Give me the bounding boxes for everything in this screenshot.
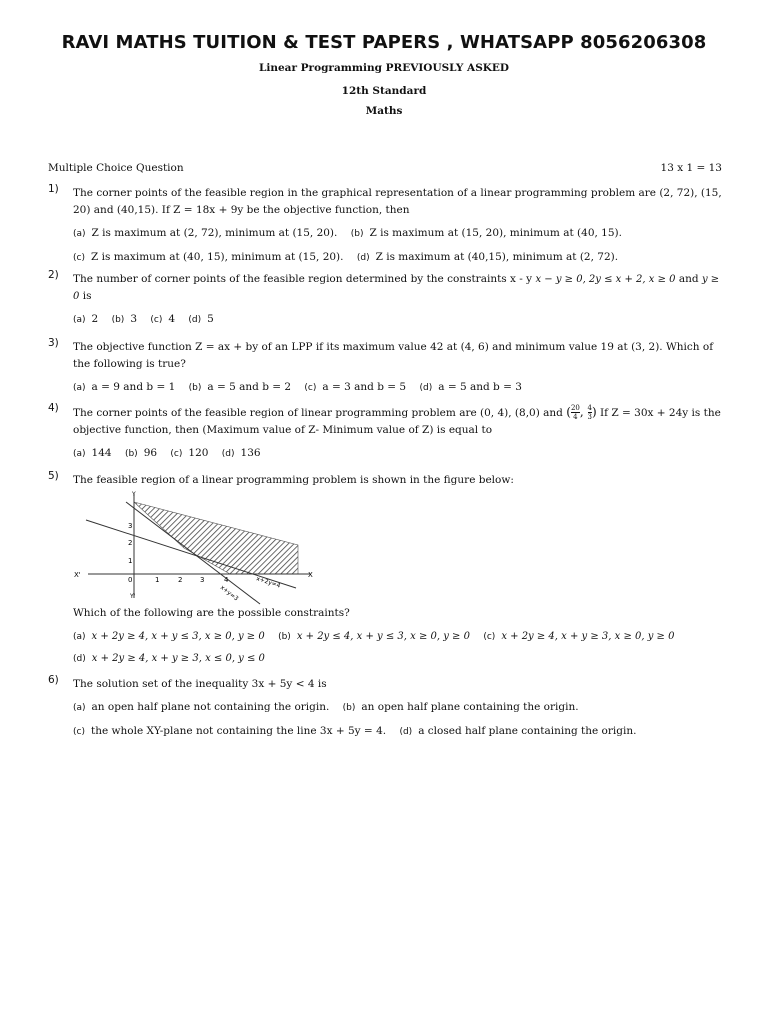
question-text: The feasible region of a linear programming problem is shown in the figure below: xyxy=(73,474,514,486)
option-d[interactable]: (d) 5 xyxy=(188,313,214,325)
option-a[interactable]: (a) 2 xyxy=(73,313,99,325)
option-b[interactable]: (b) an open half plane containing the origin. xyxy=(342,701,579,713)
subject-label: Maths xyxy=(365,105,403,117)
option-c[interactable]: (c) a = 3 and b = 5 xyxy=(304,381,407,393)
option-c[interactable]: (c) 4 xyxy=(150,313,176,325)
tick-x-3: 3 xyxy=(200,576,205,584)
option-d[interactable]: (d) a = 5 and b = 3 xyxy=(419,381,522,393)
option-a[interactable]: (a) x + 2y ≥ 4, x + y ≤ 3, x ≥ 0, y ≥ 0 xyxy=(73,631,265,642)
section-marks: 13 x 1 = 13 xyxy=(660,162,722,174)
options xyxy=(73,628,722,668)
axis-label-x: X xyxy=(308,571,313,579)
option-b[interactable]: (b) 3 xyxy=(111,313,138,325)
axis-label-x-prime: X' xyxy=(74,571,81,579)
option-b[interactable]: (b) 96 xyxy=(124,447,158,459)
options xyxy=(73,699,722,741)
axis-label-y-prime: Y' xyxy=(130,593,136,600)
option-d[interactable]: (d) 136 xyxy=(221,447,261,459)
question-text: The objective function Z = ax + by of an LPP if its maximum value 42 at (4, 6) and minimum value 19 at (3, 2). Which of the following is true? xyxy=(73,341,714,370)
page-title: RAVI MATHS TUITION & TEST PAPERS , WHATSAPP 8056206308 xyxy=(61,32,707,53)
options xyxy=(73,311,722,329)
feasible-region-figure xyxy=(70,490,320,605)
tick-x-4: 4 xyxy=(224,576,229,584)
tick-x-2: 2 xyxy=(178,576,183,584)
question-number: 5) xyxy=(48,470,59,482)
question-text: The number of corner points of the feasible region determined by the constraints x - y x − y ≥ 0, 2y ≤ x + 2, x ≥ 0 and y ≥ 0 is xyxy=(73,273,720,302)
question-number: 4) xyxy=(48,402,59,414)
option-b[interactable]: (b) x + 2y ≤ 4, x + y ≤ 3, x ≥ 0, y ≥ 0 xyxy=(278,631,470,642)
question-4 xyxy=(48,404,722,463)
question-text: The corner points of the feasible region of linear programming problem are (0, 4), (8,0) and ( $\frac{20}{4}$ , $\frac{4}{3}$ ) If Z = 30x + 24y is the objective function, then (Maximum value of Z- Minimum value of Z) is equal to xyxy=(73,404,721,436)
question-number: 1) xyxy=(48,183,59,195)
section-header xyxy=(48,162,722,174)
option-b[interactable]: (b) a = 5 and b = 2 xyxy=(188,381,292,393)
tick-x-1: 1 xyxy=(155,576,160,584)
tick-origin: 0 xyxy=(128,576,133,584)
line-label-x-plus-2y-eq-4: x+2y=4 xyxy=(255,575,282,590)
question-6 xyxy=(48,676,722,741)
standard-label: 12th Standard xyxy=(341,85,427,97)
tick-y-2: 2 xyxy=(128,539,133,547)
question-text: The corner points of the feasible region in the graphical representation of a linear programming problem are (2, 72), (15, 20) and (40,15). If Z = 18x + 9y be the objective function, then xyxy=(73,187,722,216)
question-5-constraints xyxy=(48,605,722,668)
section-label: Multiple Choice Question xyxy=(48,162,184,174)
question-number: 2) xyxy=(48,269,59,281)
axis-label-y: Y xyxy=(132,491,136,498)
option-a[interactable]: (a) 144 xyxy=(73,447,112,459)
question-2 xyxy=(48,271,722,329)
question-subtext: Which of the following are the possible constraints? xyxy=(73,607,350,619)
option-a[interactable]: (a) an open half plane not containing the origin. xyxy=(73,701,330,713)
option-b[interactable]: (b) Z is maximum at (15, 20), minimum at (40, 15). xyxy=(350,227,622,239)
question-text: The solution set of the inequality 3x + 5y < 4 is xyxy=(73,678,327,690)
options xyxy=(73,445,722,463)
option-d[interactable]: (d) x + 2y ≥ 4, x + y ≥ 3, x ≤ 0, y ≤ 0 xyxy=(73,653,265,664)
options xyxy=(73,225,722,267)
question-1 xyxy=(48,185,722,267)
tick-y-1: 1 xyxy=(128,557,133,565)
option-c[interactable]: (c) Z is maximum at (40, 15), minimum at (15, 20). xyxy=(73,251,344,263)
tick-y-3: 3 xyxy=(128,522,133,530)
question-number: 3) xyxy=(48,337,59,349)
fraction-point: ( $\frac{20}{4}$ , $\frac{4}{3}$ ) xyxy=(566,404,597,421)
line-label-x-plus-y-eq-3: x+y=3 xyxy=(218,584,240,603)
options xyxy=(73,379,722,397)
option-a[interactable]: (a) Z is maximum at (2, 72), minimum at (15, 20). xyxy=(73,227,338,239)
shaded-region xyxy=(134,502,298,574)
option-c[interactable]: (c) 120 xyxy=(170,447,209,459)
option-c[interactable]: (c) x + 2y ≥ 4, x + y ≥ 3, x ≥ 0, y ≥ 0 xyxy=(483,631,675,642)
option-a[interactable]: (a) a = 9 and b = 1 xyxy=(73,381,176,393)
page-subtitle: Linear Programming PREVIOUSLY ASKED xyxy=(258,62,510,74)
question-5 xyxy=(48,472,722,489)
question-3 xyxy=(48,339,722,397)
option-d[interactable]: (d) Z is maximum at (40,15), minimum at (2, 72). xyxy=(356,251,619,263)
option-d[interactable]: (d) a closed half plane containing the origin. xyxy=(399,725,637,737)
question-number: 6) xyxy=(48,674,59,686)
option-c[interactable]: (c) the whole XY-plane not containing the line 3x + 5y = 4. xyxy=(73,725,387,737)
